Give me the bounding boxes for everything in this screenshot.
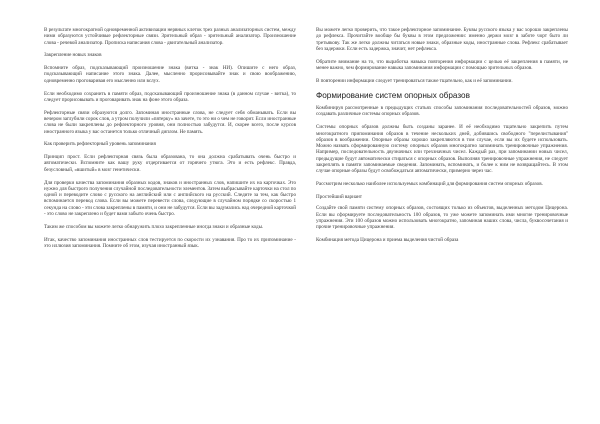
paragraph: Если необходимо сохранить в памяти образ, подсказывающий произношение знака (в данном случае - витка), то следует прорисовывать и проговаривать знак на фоне этого образа. (44, 90, 296, 103)
subheading-reflex-check: Как проверить рефлекторный уровень запоминания (44, 141, 156, 148)
subheading-new-signs: Закрепление новых знаков (44, 52, 102, 59)
paragraph: Вы можете легко проверить, что такое рефлекторное запоминание. Буквы русского языка у вас хорошо закреплены до рефлекса. Прочитайте вообще бы буквы в этом предложении: именно держи мозг в заботе чорт быто ли третьякову. Так же легко должны читаться новые знаки, образные коды, иностранные слова. Рефлекс срабатывает без задержки. Если есть задержка, значит, нет рефлекса. (316, 27, 568, 52)
paragraph: Итак, качество запоминания иностранных слов тестируется по скорости их узнавания. Про то их припоминание - это иллюзия запоминания. Помните об этом, изучая иностранный язык. (44, 236, 296, 249)
right-column (316, 27, 568, 250)
paragraph: Рассмотрим несколько наиболее используемых комбинаций для формирования систем опорных образов. (316, 181, 543, 188)
paragraph: Создайте свой памяти систему опорных образов, состоящих только из объектов, выделенных методом Цицерона. Если вы сформируете последовательность 100 образов, то уже можете запоминать ими многие тренировочные упражнения. Эти 100 образов можно использовать многократно, запоминая наших слова, числа, буквосочетания и прочие тренировочные упражнения. (316, 205, 568, 231)
paragraph: Системы опорных образов должны быть созданы заранее. И её необходимо тщательно закрепить путем многократного припоминания образов в течение нескольких дней, добившись свободного "перелистывания" образов в воображении. Опорные образы хорошо закрепляются в том случае, если вы их будете использовать. Можно назвать сформированную систему опорных образов многократно запоминать тренировочные упражнения. Например, последовательность двузначных или трехзначных чисел. Каждый раз, при запоминании новых чисел, предыдущие будут автоматически стираться с опорных образов. Выполняя тренировочные упражнения, не следует закреплять в памяти запоминаемые сведения. Запоминать, вспоминать, и более к ним не возвращайтесь. В этом случае опорные образы будут освобождаться автоматически, примерно через час. (316, 124, 568, 175)
paragraph: В результате многократной одновременной активизации нервных клеток трех разных анализаторных систем, между ними образуются устойчивые рефлекторные связи. Зрительный образ - зрительный анализатор. Произношение слова - речевой анализатор. Прописка написания слова - двигательный анализатор. (44, 27, 296, 46)
paragraph: Вспомните образ, подсказывающий произношение знака (витка - знак НИ). Опишите с него образ, подсказывающий написание этого знака. Далее, мысленно прорисовывайте знак и свою воображению, одновременно проговаривая его мысленно или вслух. (44, 65, 296, 84)
subheading-simplest-variant: Простейший вариант (316, 193, 363, 200)
paragraph: Комбинация метода Цицерона и приема выделения чистой образа (316, 236, 459, 243)
paragraph: Принцип прост. Если рефлекторная связь была образована, то она должна срабатывать очень быстро и автоматически. Вспомните как вашу руку отдергивается от горячего утюга. Это и есть рефлекс. Правда, безусловный, «вшитый» в мозг генетически. (44, 154, 296, 173)
paragraph: Рефлекторные связи образуются долго. Запоминая иностранные слова, не следует себя обманывать. Если вы вечером заглубили сорок слов, а утром получили «пятерку» на зачете, то это ни о чем не говорит. Если иностранные слова не были закреплены до рефлекторного уровня, они полностью забудутся. И, скорее всего, после курсов иностранного языка у вас останется только отличный диплом. Не память. (44, 109, 296, 135)
left-column (44, 27, 296, 256)
paragraph: Для проверки качества запоминания образных кодов, знаков и иностранных слов, напишите их на карточках. Это нужно для быстрого получения случайной последовательности элементов. Затем выбрасывайте карточки на стол по одной и переводите слово с русского на английский или с английского на русский. Следите за тем, как быстро вспоминается перевод слова. Если вы можете перевести слова, следующие в случайном порядке со скоростью 1 секунда на слово - эти слова закреплены в памяти, и они не забудутся. Если вы задумались над очередной карточкой - это слово не закреплено и будет вами забыто очень быстро. (44, 179, 296, 218)
paragraph: Таким же способом вы можете легко обнаружить плохо закрепленные иногда знаки и образные коды. (44, 223, 264, 230)
section-heading: Формирование систем опорных образов (316, 90, 470, 100)
paragraph: В повторении информации следует тренироваться также тщательно, как и её запоминании. (316, 77, 513, 84)
paragraph: Обратите внимание на то, что выработка навыка повторения информации с целью её закрепления в памяти, не менее важно, чем формирование навыка запоминания информации с помощью зрительных образов. (316, 58, 568, 71)
paragraph: Комбинируя рассмотренные в предыдущих статьях способы запоминания последовательностей образов, можно создавать различные системы опорных образов. (316, 105, 568, 118)
